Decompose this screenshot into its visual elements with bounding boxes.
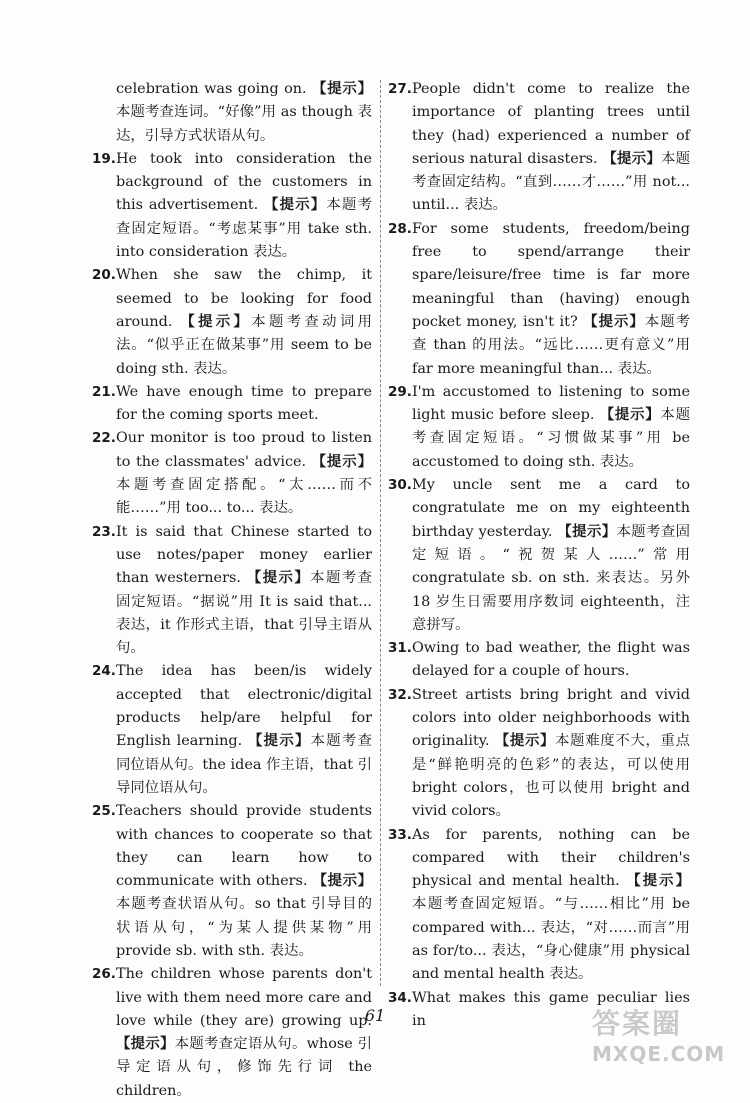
question-number: 34. [388, 989, 412, 1006]
page-number: 61 [364, 1006, 386, 1025]
question-number: 29. [388, 383, 412, 400]
question-number: 32. [388, 686, 412, 703]
tip-label: 【提示】 [311, 453, 372, 470]
answer-entry: 31.Owing to bad weather, the flight was delayed for a couple of hours. [388, 637, 690, 684]
answer-entry: 24.The idea has been/is widely accepted that electronic/digital products help/are helpful for English learning. 【提示】本题考查同位语从句。the idea 作主语，that 引导同位语从句。 [92, 660, 372, 800]
question-number: 22. [92, 430, 116, 447]
answer-entry: 20.When she saw the chimp, it seemed to be looking for food around. 【提示】本题考查动词用法。“似乎正在做某事”用 seem to be doing sth. 表达。 [92, 264, 372, 380]
question-number: 27. [388, 81, 412, 97]
tip-label: 【提示】 [599, 407, 661, 424]
tip-label: 【提示】 [246, 570, 311, 587]
answer-entry: 30.My uncle sent me a card to congratulate me on my eighteenth birthday yesterday. 【提示】本题考查固定短语。“祝贺某人……”常用 congratulate sb. on sth. 来表达。另外 18 岁生日需要用序数词 eighteenth，注意拼写。 [388, 474, 690, 637]
question-number: 26. [92, 966, 116, 983]
answer-entry: 21.We have enough time to prepare for the coming sports meet. [92, 381, 372, 428]
answer-entry: 25.Teachers should provide students with chances to cooperate so that they can learn how to communicate with others. 【提示】本题考查状语从句。so that 引导目的状语从句，“为某人提供某物”用 provide sb. with sth. 表达。 [92, 800, 372, 963]
question-number: 19. [92, 150, 116, 167]
tip-label: 【提示】 [626, 873, 690, 890]
answer-entry: 29.I'm accustomed to listening to some light music before sleep. 【提示】本题考查固定短语。“习惯做某事”用 be accustomed to doing sth. 表达。 [388, 381, 690, 474]
answer-entry: 26.The children whose parents don't live with them need more care and love while (they are) growing up. 【提示】本题考查定语从句。whose 引导定语从句，修饰先行词 the children。 [92, 963, 372, 1103]
answer-entry: 28.For some students, freedom/being free to spend/arrange their spare/leisure/free time is far more meaningful than (having) enough pocket money, isn't it? 【提示】本题考查 than 的用法。“远比……更有意义”用 far more meaningful than... 表达。 [388, 218, 690, 381]
question-number: 25. [92, 803, 116, 820]
watermark-bottom-text: MXQE.COM [592, 1042, 726, 1066]
answer-entry: 32.Street artists bring bright and vivid colors into older neighborhoods with originality. 【提示】本题难度不大，重点是“鲜艳明亮的色彩”的表达，可以使用 bright colors，也可以使用 bright and vivid colors。 [388, 684, 690, 824]
question-number: 33. [388, 826, 412, 843]
watermark-logo [592, 1002, 742, 1066]
tip-label: 【提示】 [312, 873, 372, 890]
tip-label: 【提示】 [311, 81, 372, 97]
tip-label: 【提示】 [557, 523, 617, 540]
question-number: 20. [92, 267, 116, 284]
question-number: 30. [388, 477, 412, 494]
question-number: 28. [388, 220, 412, 237]
answer-entry: 22.Our monitor is too proud to listen to the classmates' advice. 【提示】本题考查固定搭配。“太……而不能……”用 too... to... 表达。 [92, 427, 372, 520]
answer-entry: 33.As for parents, nothing can be compared with their children's physical and mental health. 【提示】本题考查固定短语。“与……相比”用 be compared with... 表达，“对……而言”用 as for/to... 表达，“身心健康”用 physical and mental health 表达。 [388, 824, 690, 987]
question-number: 24. [92, 663, 116, 680]
tip-label: 【提示】 [248, 733, 311, 750]
answer-entry: celebration was going on. 【提示】本题考查连词。“好像”用 as though 表达，引导方式状语从句。 [116, 81, 372, 144]
left-column [92, 78, 372, 1103]
column-divider [380, 80, 381, 986]
question-number: 23. [92, 523, 116, 540]
tip-label: 【提示】 [583, 313, 645, 330]
answer-entry: 23.It is said that Chinese started to use notes/paper money earlier than westerners. 【提示】本题考查固定短语。“据说”用 It is said that... 表达，it 作形式主语，that 引导主语从句。 [92, 521, 372, 661]
question-number: 31. [388, 640, 412, 657]
answer-entry: 34.What makes this game peculiar lies in [388, 987, 690, 1034]
right-column [388, 78, 690, 1033]
watermark-top-text: 答案圈 [592, 1007, 683, 1040]
question-number: 21. [92, 383, 116, 400]
answer-entry: 27.People didn't come to realize the importance of planting trees until they (had) experienced a number of serious natural disasters. 【提示】本题考查固定结构。“直到……才……”用 not... until... 表达。 [388, 78, 690, 218]
tip-label: 【提示】 [116, 1036, 175, 1053]
tip-label: 【提示】 [494, 733, 556, 750]
answer-entry: 19.He took into consideration the background of the customers in this advertisement. 【提示】本题考查固定短语。“考虑某事”用 take sth. into consideration 表达。 [92, 148, 372, 264]
tip-label: 【提示】 [264, 197, 327, 214]
tip-label: 【提示】 [602, 150, 661, 167]
tip-label: 【提示】 [180, 313, 252, 330]
